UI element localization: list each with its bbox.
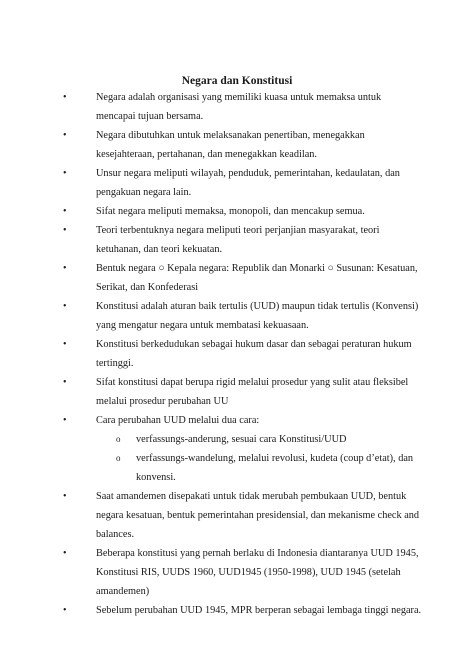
list-item-text: Negara adalah organisasi yang memiliki kuasa untuk memaksa untuk mencapai tujuan bersama. (96, 92, 382, 122)
bullet-marker: • (63, 130, 67, 141)
bullet-marker: • (63, 225, 67, 236)
list-item (62, 544, 422, 601)
list-item-text: Sifat konstitusi dapat berupa rigid melalui prosedur yang sulit atau fleksibel melalui prosedur perubahan UU (96, 377, 409, 407)
list-item-text: Konstitusi berkedudukan sebagai hukum dasar dan sebagai peraturan hukum tertinggi. (96, 339, 412, 369)
list-item-text: Sifat negara meliputi memaksa, monopoli, dan mencakup semua. (96, 206, 365, 217)
bullet-marker: • (63, 206, 67, 217)
list-item-text: Negara dibutuhkan untuk melaksanakan penertiban, menegakkan kesejahteraan, pertahanan, dan menegakkan keadilan. (96, 130, 365, 160)
list-item (62, 88, 422, 126)
list-item-text: Teori terbentuknya negara meliputi teori perjanjian masyarakat, teori ketuhanan, dan teori kekuatan. (96, 225, 380, 255)
list-item-text: Unsur negara meliputi wilayah, penduduk, pemerintahan, kedaulatan, dan pengakuan negara lain. (96, 168, 400, 198)
bullet-list (62, 88, 422, 620)
bullet-marker: • (63, 168, 67, 179)
bullet-marker: • (63, 415, 67, 426)
sub-list-item (96, 430, 422, 449)
bullet-marker: • (63, 605, 67, 616)
bullet-marker: • (63, 301, 67, 312)
sub-list (96, 430, 422, 487)
list-item (62, 411, 422, 487)
bullet-marker: • (63, 377, 67, 388)
list-item-text: Sebelum perubahan UUD 1945, MPR berperan sebagai lembaga tinggi negara. (96, 605, 422, 616)
list-item-text: Beberapa konstitusi yang pernah berlaku di Indonesia diantaranya UUD 1945, Konstitusi RIS, UUDS 1960, UUD1945 (1950-1998), UUD 1945 (setelah amandemen) (96, 548, 419, 597)
bullet-marker: • (63, 263, 67, 274)
bullet-marker: • (63, 339, 67, 350)
list-item (62, 487, 422, 544)
list-item-text: Bentuk negara ○ Kepala negara: Republik dan Monarki ○ Susunan: Kesatuan, Serikat, dan Konfederasi (96, 263, 418, 293)
list-item (62, 335, 422, 373)
bullet-marker: • (63, 491, 67, 502)
list-item (62, 221, 422, 259)
sub-list-item-text: verfassungs-wandelung, melalui revolusi, kudeta (coup d’etat), dan konvensi. (136, 453, 414, 483)
sub-list-item (96, 449, 422, 487)
list-item (62, 373, 422, 411)
sub-bullet-marker: o (116, 453, 121, 463)
sub-list-item-text: verfassungs-anderung, sesuai cara Konstitusi/UUD (136, 434, 347, 445)
list-item-text: Saat amandemen disepakati untuk tidak merubah pembukaan UUD, bentuk negara kesatuan, bentuk pemerintahan presidensial, dan mekanisme check and balances. (96, 491, 420, 540)
list-item-text: Cara perubahan UUD melalui dua cara: (96, 415, 260, 426)
document-title: Negara dan Konstitusi (181, 75, 293, 87)
list-item (62, 202, 422, 221)
list-item-text: Konstitusi adalah aturan baik tertulis (UUD) maupun tidak tertulis (Konvensi) yang mengatur negara untuk membatasi kekuasaan. (96, 301, 419, 331)
list-item (62, 601, 422, 620)
list-item (62, 126, 422, 164)
bullet-marker: • (63, 548, 67, 559)
sub-bullet-marker: o (116, 434, 121, 444)
list-item (62, 164, 422, 202)
bullet-marker: • (63, 92, 67, 103)
list-item (62, 259, 422, 297)
list-item (62, 297, 422, 335)
